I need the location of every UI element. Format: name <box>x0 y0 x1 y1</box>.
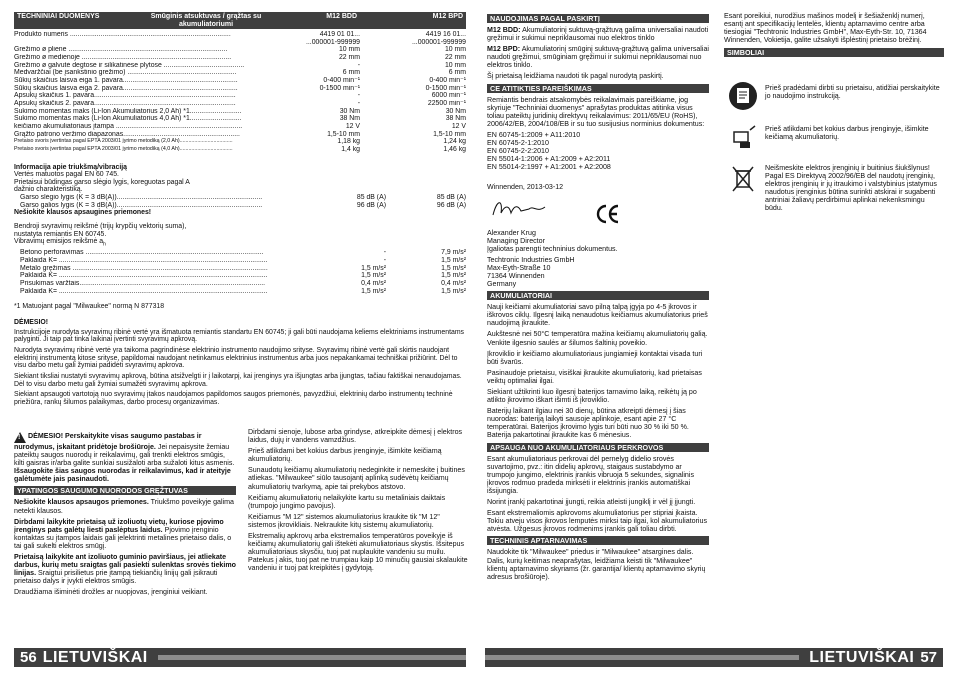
spec-value-m12bdd: 6 mm <box>342 69 360 77</box>
spec-value-m12bpd: 0-1500 min⁻¹ <box>425 84 466 92</box>
spec-weight-row <box>14 138 466 146</box>
drawing-order-text: Esant poreikiui, nurodžius mašinos modelį ir šešiaženklį numerį, esantį ant specifikacijų lentelės, klientų aptarnavimo centre arba tiesiogiai "Techtronic Industries GmbH", Max-Eyth-Str. 10, 71364 Winnenden, Vokietija, galite užsakyti išplėstinį prietaiso brėžinį. <box>724 12 927 45</box>
footer-rule <box>485 655 799 660</box>
noise-row-value-bdd: 96 dB (A) <box>356 201 386 209</box>
spec-label: Apsukų skaičius 2. pavara.......................................................................... <box>14 99 236 107</box>
spec-value-m12bdd: - <box>357 99 360 107</box>
safety-paragraph-text: Pjovimo įrenginio kontaktas su įtampos laidais gali įelektrinti metalines prietaiso dalis, o tai gali sukelti elektros smūgį. <box>14 525 232 550</box>
spec-label: Pretaiso svoris įvertintas pagal EPTA 2003/01 įyrimo metodiką (4,0 Ah).................................... <box>14 145 233 152</box>
vibration-row <box>20 257 466 265</box>
vibration-row-label: Betono perforavimas ............................................................................................. <box>20 249 264 257</box>
spec-row <box>14 54 466 62</box>
demesio-paragraph: Siekiant apsaugoti vartotoją nuo svyravimų įtakos naudojamos papildomos saugos priemonės, pavyzdžiui, elektrinių darbo instrumentų techninė priežiūra, rankų šilumos palaikymas, darbo procesų organizavimas. <box>14 391 453 406</box>
vibration-row-label: Paklaida K= ............................................................................................................. <box>20 287 268 295</box>
spec-row <box>14 62 466 70</box>
ce-norm: EN 60745-2-1:2010 <box>487 139 549 148</box>
naudojimas-header: NAUDOJIMAS PAGAL PASKIRTĮ <box>487 14 709 23</box>
noise-row-value-bpd: 96 dB (A) <box>436 201 466 209</box>
techninis-text: Naudokite tik "Milwaukee" priedus ir "Milwaukee" atsargines dalis. Dalis, kurių keitimas neaprašytas, leidžiama keisti tik "Milwaukee" klientų aptarnavimo skyriams (žr. garantija/ klientų aptarnavimo skyrių adresus brošiūroje). <box>487 548 706 581</box>
spec-value-m12bpd: 1,24 kg <box>443 138 466 146</box>
ce-text: Remiantis bendrais atsakomybės reikalavimais pareiškiame, jog skyriuje "Techniniai duomenys" aprašytas produktas atitinka visus toliau pateiktų juridinių direktyvų reikalavimus: 2011/65/EU (RoHS), 2006/42/EB, 2004/108/EB ir su tuo susijusius norminius dokumentus: <box>487 95 705 128</box>
overload-paragraph: Esant akumuliatoriaus perkrovai dėl pernelyg didelio srovės suvartojimo, pvz.: itin didelių apkrovų, staigaus sustabdymo ar trumpojo jungimo, elektrinis įrankis vibruoja 5 sekundes, signalinis įkrovos rodmuo pradeda mirksėti ir elektrinis įrankis automatiškai išsijungia. <box>487 454 695 495</box>
battery-paragraph: Nauji keičiami akumuliatoriai savo pilną talpą įgyja po 4-5 įkrovos ir iškrovos ciklų. Ilgesnį laiką nenaudotus keičiamus akumuliatorius prieš naudojimą įkraukite. <box>487 303 708 328</box>
spec-row <box>14 85 466 93</box>
usage-paragraph <box>487 72 709 80</box>
signature-image <box>489 195 549 223</box>
crossed-bin-icon <box>728 163 758 195</box>
vibration-row-label: Prisukimas varžtais................................................................................................. <box>20 280 266 288</box>
spec-label: Grežimo ø pliene ................................................................................... <box>14 46 228 54</box>
apsauga-header: APSAUGA NUO AKUMULIATORIAUS PERKROVOS <box>487 443 709 452</box>
warning-triangle-icon <box>14 432 26 443</box>
spec-header <box>14 12 466 29</box>
spec-value-m12bpd: 6 mm <box>448 69 466 77</box>
vibration-row <box>20 249 466 257</box>
battery-paragraph: Įkroviklio ir keičiamo akumuliatoriaus jungiamieji kontaktai visada turi būti švarūs. <box>487 349 703 366</box>
symbol-text-3: Neišmeskite elektros įrenginių ir buitinius šiukšlynus! Pagal ES Direktyvą 2002/96/EB del naudotų įrenginių, elektros įrenginių ir jų itraukimo i valstybinius įstatymus naudotus įrenginius būtina surinkti atskirai ir sugabenti antriniai žaliavų perdirbimui aplinkai nekenksmingu būdu. <box>765 164 937 213</box>
vibration-row-value-bpd: 1,5 m/s² <box>441 272 466 280</box>
language-label: LIETUVIŠKAI <box>809 648 915 666</box>
spec-row <box>14 100 466 108</box>
spec-row <box>14 69 466 77</box>
spec-row <box>14 123 466 131</box>
spec-value-m12bpd: 4419 16 01... <box>425 31 466 38</box>
vibration-row-value-bdd: - <box>383 257 386 265</box>
spec-weight-row <box>14 146 466 154</box>
signature-area <box>487 195 709 229</box>
usage-paragraph-text: Akumuliatorinį suktuvą-grąžtuvą galima universaliai naudoti gręžimui ir sukimui nepriklausomai nuo elektros tinklo <box>487 26 709 43</box>
vibration-row-value-bdd: 0,4 m/s² <box>361 280 386 288</box>
demesio-paragraph: Nurodyta svyravimų ribinė vertė yra taikoma pagrindinėse elektrinio instrumento naudojimo srityse. Svyravimų ribinė vertė gali skirtis naudojant elektrinį instrumentą kitose srityse, papildomai naudojant netinkamus elektrinius instrumentus arba juos nepakankamai techniškai prižiūrint. Dėl to visu darbo metu gali žymiai padidėti svyravimų apkrova. <box>14 347 458 370</box>
vibration-row-value-bpd: 7,9 m/s² <box>441 249 466 257</box>
spec-label: Sukimo momentas maks (Li-Ion Akumuliatorius 2,0 Ah) *1........................... <box>14 107 242 115</box>
vibration-row <box>20 280 466 288</box>
footnote: *1 Matuojant pagal "Milwaukee" normą N 877318 <box>14 303 165 311</box>
right-col-2 <box>724 12 944 60</box>
spec-header-model1: M12 BDD <box>326 13 357 20</box>
spec-value-m12bdd: 1,5-10 mm <box>327 130 360 138</box>
ce-role: Managing Director <box>487 236 545 245</box>
spec-header-title: TECHNINIAI DUOMENYS <box>17 13 100 20</box>
page-number: 57 <box>920 649 937 666</box>
spec-value-m12bpd: 10 mm <box>444 61 466 69</box>
spec-value-m12bdd: 1,18 kg <box>337 138 360 146</box>
safety-column <box>14 432 236 600</box>
vibration-row <box>20 288 466 296</box>
page-footer-right <box>485 648 943 667</box>
battery-paragraph: Baterijų laikant ilgiau nei 30 dienų, būtina atkreipti dėmesį į šias nuorodas: bateriją laikyti sausoje aplinkoje, esant apie 27 °C temperatūrai. Baterijos įkrovimo lygis turi būti nuo 30 % iki 50 %. Baterija pakartotinai įkraukite kas 6 mėnesius. <box>487 407 689 440</box>
spec-value-m12bpd: 38 Nm <box>445 115 466 123</box>
safety-paragraph: Dirbdami sienoje, lubose arba grindyse, atkreipkite dėmesį į elektros laidus, dujų ir vandens vamzdžius. <box>248 428 463 445</box>
ce-address-line: Max-Eyth-Straße 10 <box>487 263 551 272</box>
aku-header: AKUMULIATORIAI <box>487 291 709 300</box>
ce-norm: EN 55014-1:2006 + A1:2009 + A2:2011 <box>487 155 611 164</box>
vibration-row-value-bpd: 1,5 m/s² <box>441 257 466 265</box>
demesio-title: DĖMESIO! <box>14 319 49 327</box>
technical-data-table <box>14 12 466 410</box>
spec-label: Sūkių skaičius laisva eiga 1. pavara............................................................ <box>14 76 238 84</box>
spec-header-device: Smūginis atsuktuvas / grąžtas su akumuliatoriumi <box>150 13 262 28</box>
safety-paragraph: Keičiamų akumuliatorių nelaikykite kartu su metaliniais daiktais (trumpojo jungimo pavojus). <box>248 493 446 510</box>
spec-label <box>14 39 272 47</box>
ypatingos-header: YPATINGOS SAUGUMO NUORODOS GRĘŽTUVAS <box>14 486 236 495</box>
spec-value-m12bdd: 12 V <box>345 122 360 130</box>
spec-value-m12bpd: 22 mm <box>444 53 466 61</box>
noise-line: dažnio charakteristiką. <box>14 186 83 194</box>
safety-paragraph: Prieš atlikdami bet kokius darbus įrenginyje, išimkite keičiamą akumuliatorių. <box>248 447 442 464</box>
spec-value-m12bpd: ...000001-999999 <box>411 38 466 46</box>
read-manual-icon <box>728 81 758 111</box>
ce-mark-icon <box>595 203 621 225</box>
spec-value-m12bdd: 10 mm <box>338 46 360 54</box>
vibration-row-value-bpd: 1,5 m/s² <box>441 264 466 272</box>
vibration-row <box>20 265 466 273</box>
spec-header-model2: M12 BPD <box>432 13 463 20</box>
page-footer-left <box>14 648 466 667</box>
spec-label: Sūkių skaičius laisva eiga 2. pavara............................................................ <box>14 84 238 92</box>
vibration-row-value-bdd: 1,5 m/s² <box>361 264 386 272</box>
spec-value-m12bpd: 1,5-10 mm <box>433 130 466 138</box>
ce-auth: Įgaliotas parengti techninius dokumentus. <box>487 244 618 253</box>
safety-paragraph-bold: Prietaisą laikykite ant izoliuoto guminio paviršiaus, jei atliekate darbus, kurių metu sraigtas gali pasiekti sulenktas srovės tiekimo linijas. <box>14 553 236 578</box>
spec-value-m12bdd: - <box>357 92 360 100</box>
noise-line: Prietaisui būdingas garso slėgio lygis, koreguotas pagal A <box>14 178 190 186</box>
warning-text: Jei nepaisysite žemiau pateiktų saugos nuorodų ir reikalavimų, gali trenkti elektros smūgis, kilti gaisras ir/arba galite sunkiai susižaloti arba sužaloti kitus asmenis. <box>14 443 235 468</box>
spec-row <box>14 46 466 54</box>
vibration-row-label: Paklaida K= ............................................................................................................. <box>20 257 268 265</box>
safety-paragraph: Keičiamus "M 12" sistemos akumuliatorius kraukite tik "M 12" sistemos įkrovikliais. Nekraukite kitų sistemų akumuliatorių. <box>248 512 440 529</box>
demesio-paragraph: Siekiant tiksliai nustatyti svyravimų apkrovą, būtina atsižvelgti ir į laikotarpį, kai įrenginys yra išjungtas arba įjungtas, tačiau faktiškai nenaudojamas. Dėl to visu darbo metu gali žymiai sumažėti svyravimų apkrova. <box>14 372 462 388</box>
spec-label: Grąžto patrono veržimo diapazonas............................................................. <box>14 130 240 138</box>
spec-label: Pretaiso svoris įvertintas pagal EPTA 2003/01 įyrimo metodiką (2,0 Ah).................................... <box>14 138 233 145</box>
safety-column-2 <box>248 428 468 576</box>
safety-paragraph-bold: Nešiokite klausos apsaugos priemones. <box>14 498 149 507</box>
vibration-row-value-bdd: 1,5 m/s² <box>361 287 386 295</box>
spec-value-m12bpd: 12 V <box>451 122 466 130</box>
vibration-row-value-bdd: 1,5 m/s² <box>361 272 386 280</box>
spec-label: Apsukų skaičius 1. pavara.......................................................................... <box>14 92 236 100</box>
ce-norm: EN 60745-1:2009 + A11:2010 <box>487 130 581 139</box>
footer-rule <box>158 655 466 660</box>
safety-paragraph <box>14 588 236 596</box>
safety-paragraph: Ekstremalių apkrovų arba ekstremalios temperatūros poveikyje iš keičiamų akumuliatorių gali ištekėti akumuliatoriaus skystis. Išsitepus akumuliatoriaus skysčiu, tuoj pat nuplaukite vandeniu su muilu. Patekus į akis, tuoj pat ne trumpiau kaip 10 minučių gausiai skalaukite vandeniu ir tuoj pat kreipkitės į gydytoją. <box>248 532 468 573</box>
spec-value-m12bpd: 10 mm <box>444 46 466 54</box>
spec-label: Sukimo momentas maks (Li-Ion Akumuliatorius 4,0 Ah) *1........................... <box>14 115 242 123</box>
vib-line: Bendroji svyravimų reikšmė (trijų krypčių vektorių suma), <box>14 223 187 231</box>
ce-name: Alexander Krug <box>487 228 536 237</box>
vibration-row-value-bdd: - <box>383 249 386 257</box>
simboliai-header: SIMBOLIAI <box>724 48 944 57</box>
spec-value-m12bdd: 30 Nm <box>339 107 360 115</box>
battery-paragraph: Aukštesnė nei 50°C temperatūra mažina keičiamų akumuliatorių galią. Venkite ilgesnio saulės ar šilumos šaltinių poveikio. <box>487 330 708 347</box>
techninis-header: TECHNINIS APTARNAVIMAS <box>487 536 709 545</box>
usage-paragraph <box>487 45 709 69</box>
noise-row <box>20 194 466 202</box>
spec-label: Grežimo ø galvutė degtose ir silikatinėse plytose .......................................... <box>14 61 245 69</box>
overload-paragraph: Norint įrankį pakartotinai įjungti, reikia atleisti jungiklį ir vėl jį įjungti. <box>487 498 696 507</box>
spec-row <box>14 108 466 116</box>
noise-row <box>20 202 466 210</box>
noise-title: Informacija apie triukšmą/vibraciją <box>14 163 127 171</box>
usage-paragraph-bold: M12 BPD: <box>487 45 521 54</box>
spec-value-m12bpd: 22500 min⁻¹ <box>427 99 466 107</box>
safety-paragraph <box>14 498 236 514</box>
spec-value-m12bpd: 30 Nm <box>445 107 466 115</box>
ce-norm: EN 55014-2:1997 + A1:2001 + A2:2008 <box>487 163 611 172</box>
vib-line: nustatyta remiantis EN 60745. <box>14 230 107 238</box>
page-number: 56 <box>20 649 37 666</box>
vibration-row <box>20 272 466 280</box>
warning-bold-keep: Išsaugokite šias saugos nuorodas ir reikalavimus, kad ir ateityje galėtumėte jais pasinaudoti. <box>14 467 231 484</box>
vibration-row-value-bpd: 1,5 m/s² <box>441 287 466 295</box>
usage-paragraph <box>487 26 709 42</box>
spec-value-m12bdd: ...000001-999999 <box>305 38 360 46</box>
ce-address-line: 71364 Winnenden <box>487 271 545 280</box>
spec-label: Grežimo ø medienoje .............................................................................. <box>14 53 232 61</box>
spec-label: Produkto numeris .................................................................................... <box>14 31 231 38</box>
spec-row <box>14 77 466 85</box>
vibration-row-label: Paklaida K= ............................................................................................................. <box>20 272 268 280</box>
spec-row <box>14 31 466 39</box>
warning-bold: DĖMESIO! Perskaitykite visas saugumo pastabas ir nurodymus, įskaitant pridėtoje brošiūroje. <box>14 432 202 451</box>
ce-address-line: Techtronic Industries GmbH <box>487 255 575 264</box>
safety-paragraph-text: Draudžiama išiminėti drožles ar nuopjovas, įrenginiui veikiant. <box>14 588 208 597</box>
spec-value-m12bdd: 1,4 kg <box>341 145 360 153</box>
remove-battery-icon <box>728 122 758 152</box>
spec-row <box>14 115 466 123</box>
right-col-1 <box>487 12 709 584</box>
usage-paragraph-bold: M12 BDD: <box>487 26 521 34</box>
spec-value-m12bpd: 6000 min⁻¹ <box>431 92 466 100</box>
spec-value-m12bdd: 4419 01 01... <box>319 31 360 38</box>
demesio-paragraph: Instrukcijoje nurodyta svyravimų ribinė vertė yra išmatuota remiantis standartu EN 60745; ji gali būti naudojama keliems elektriniams instrumentams palyginti. Ji taip pat tinka laikinai įvertinti svyravimų apkrovą. <box>14 328 465 344</box>
spec-value-m12bdd: 22 mm <box>338 53 360 61</box>
spec-label: Medvaržčiai (be įsankstinio grežimo) ......................................................... <box>14 69 237 77</box>
noise-row-value-bpd: 85 dB (A) <box>436 194 466 202</box>
right-page <box>477 0 954 677</box>
battery-paragraph: Pasinaudoje prietaisu, visiškai įkraukite akumuliatorių, kad prietaisas veiktų optimaliai ilgai. <box>487 368 702 385</box>
language-label: LIETUVIŠKAI <box>42 648 148 666</box>
noise-section <box>14 164 466 218</box>
spec-row <box>14 92 466 100</box>
noise-warning: Nešiokite klausos apsaugines priemones! <box>14 209 152 217</box>
safety-paragraph-text: Triukšmo poveikyje galima netekti klausos. <box>14 498 234 515</box>
spec-value-m12bpd: 1,46 kg <box>443 145 466 153</box>
vibration-row-label: Metalo gręžimas ...................................................................................................... <box>20 264 268 272</box>
noise-line: Vertės matuotos pagal EN 60 745. <box>14 171 119 179</box>
spec-value-m12bpd: 0-400 min⁻¹ <box>429 76 466 84</box>
safety-paragraph-bold: Dirbdami laikykite prietaisą už izoliuotų vietų, kuriose pjovimo įrenginys pats galėtų liesti paslėptus laidus. <box>14 517 224 534</box>
ce-header: CE ATITIKTIES PAREIŠKIMAS <box>487 84 709 93</box>
noise-row-value-bdd: 85 dB (A) <box>356 194 386 202</box>
symbol-text-2: Prieš atlikdami bet kokius darbus įrenginyje, išimkite keičiamą akumuliatorių. <box>765 125 929 142</box>
symbol-text-1: Prieš pradėdami dirbti su prietaisu, atidžiai perskaitykite jo naudojimo instrukciją. <box>765 84 940 101</box>
safety-paragraph-text: Sraigtui prisilietus prie įtampą tiekiančių linijų gali įsikrauti prietaiso dalys ir įvykti elektros smūgis. <box>14 569 218 586</box>
usage-paragraph-text: Akumuliatorinį smūginį suktuvą-grąžtuvą galima universaliai naudoti gręžimui, smūginiam gręžimui ir sukimui nepriklausomai nuo elektros tinklo. <box>487 45 709 70</box>
vib-line: Vibravimų emisijos reikšmė a <box>14 238 104 246</box>
usage-paragraph-text: Šį prietaisą leidžiama naudoti tik pagal nurodytą paskirtį. <box>487 72 664 81</box>
spec-value-m12bdd: - <box>357 61 360 69</box>
spec-row <box>14 39 466 47</box>
overload-paragraph: Esant ekstremaliomis apkrovoms akumuliatorius per stipriai įkaista. Tokiu atveju visos įkrovos lemputės mirksi taip ilgai, kol akumuliatorius atvėsta. Užgesus įkrovos rodmenims įrankis gali toliau dirbti. <box>487 509 707 534</box>
battery-paragraph: Siekiant užtikrinti kuo ilgesnį baterijos tarnavimo laiką, reikėtų ją po atlikto įkrovimo iškart išimti iš įkroviklio. <box>487 388 697 405</box>
noise-row-label: Garso galios lygis (K = 3 dB(A))............................................................................ <box>20 201 263 209</box>
spec-value-m12bdd: 38 Nm <box>339 115 360 123</box>
ce-norm: EN 60745-2-2:2010 <box>487 147 549 156</box>
vibration-row-value-bpd: 0,4 m/s² <box>441 280 466 288</box>
spec-value-m12bdd: 0-400 min⁻¹ <box>323 76 360 84</box>
ce-place-date: Winnenden, 2013-03-12 <box>487 183 564 192</box>
ce-address-line: Germany <box>487 280 517 289</box>
spec-value-m12bdd: 0-1500 min⁻¹ <box>319 84 360 92</box>
spec-label: keičiamo akumuliatoriaus įtampa .................................................................. <box>14 122 243 130</box>
safety-paragraph: Sunaudotų keičiamų akumuliatorių nedeginkite ir nemeskite į buitines atliekas. "Milwaukee" siūlo tausojantį aplinką sudėvėtų keičiamų akumuliatorių tvarkymą, apie tai prekybos atstovo. <box>248 466 465 491</box>
safety-paragraph <box>14 518 236 550</box>
safety-paragraph <box>14 553 236 585</box>
spec-row <box>14 131 466 139</box>
noise-row-label: Garso slėgio lygis (K = 3 dB(A))............................................................................ <box>20 194 263 202</box>
vibration-section: Bendroji svyravimų reikšmė (trijų krypčių vektorių suma), nustatyta remiantis EN 60745. Vibravimų emisijos reikšmė $a_h$ Betono perforavimas ............................................................................................. - 7,9 m/s² Paklaida K= ............................................................................................................. - 1,5 m/s² Metalo gręžimas ...................................................................................................... 1,5 m/s² 1,5 m/s² Paklaida K= ............................................................................................................. 1,5 m/s² 1,5 m/s² Prisukimas varžtais................................................................................................. 0,4 m/s² 0,4 m/s² Paklaida K= ............................................................................................................. 1,5 m/s² 1,5 m/s² <box>14 223 466 295</box>
